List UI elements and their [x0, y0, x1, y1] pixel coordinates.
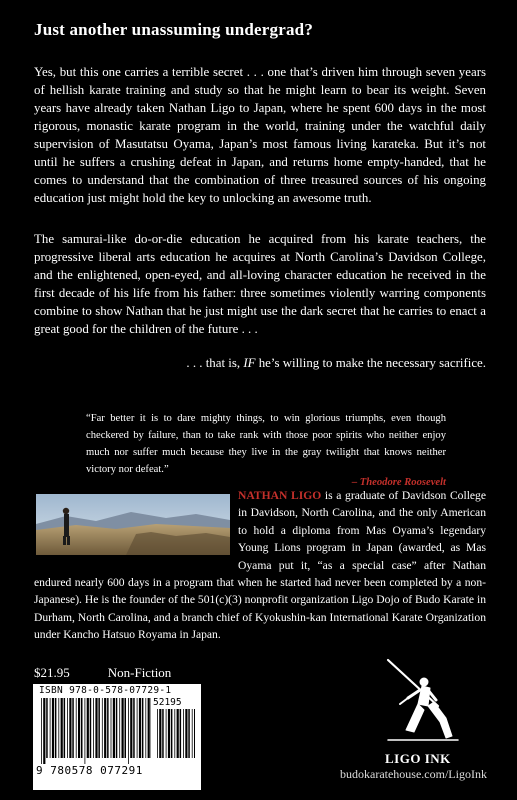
publisher-name: LIGO INK	[385, 751, 451, 766]
barcode-bar	[102, 698, 103, 758]
barcode-bar	[139, 698, 141, 758]
barcode-bar	[43, 698, 45, 764]
barcode-bar	[194, 709, 195, 758]
author-name: NATHAN LIGO	[238, 489, 322, 502]
ean-bars	[41, 698, 151, 764]
barcode-bar	[72, 698, 74, 758]
price: $21.95	[34, 665, 70, 680]
caveat-suffix: he’s willing to make the necessary sacrifice.	[255, 356, 486, 370]
barcode-bar	[157, 709, 158, 758]
barcode-bar	[85, 698, 86, 764]
barcode-bar	[98, 698, 100, 758]
barcode-bar	[159, 709, 161, 758]
samurai-logo-icon	[378, 652, 472, 746]
description-paragraph-1: Yes, but this one carries a terrible secret . . . one that’s driven him through seven years of hellish karate training and study so that he might learn to bear its weight. Seven years have already taken Nathan Ligo to Japan, where he spent 600 days in the most rigorous, monastic karate program in the world, training under the watchful daily supervision of Masutatsu Oyama, Japan’s most famous living karateka. But it’s not until he suffers a crushing defeat in Japan, and returns home empty-handed, that he comes to understand that the combination of three treasured sources of his ongoing education just might hold the key to unlocking an awesome truth.	[34, 65, 486, 205]
barcode-bar	[145, 698, 146, 758]
bio-text: is a graduate of Davidson College in Davidson, North Carolina, and the only American to hold a diploma from Mas Oyama’s legendary Young Lions program in Japan (awarded, as Mas Oyama put it, “as a special case” after Nathan endured nearly 600 days in a program that when he started had never been completed by a non-Japanese). He is the founder of the 501(c)(3) nonprofit organization Ligo Dojo of Budo Karate in Durham, North Carolina, and a branch chief of Kyokushin-kan International Karate Organization under Kancho Hatsuo Royama in Japan.	[34, 489, 486, 642]
caveat-prefix: . . . that is,	[186, 356, 244, 370]
publisher-url: budokaratehouse.com/LigoInk	[340, 767, 487, 781]
barcode-bar	[180, 709, 182, 758]
barcode-bar	[137, 698, 138, 758]
barcode-bar	[69, 698, 71, 758]
barcode-bar	[90, 698, 92, 758]
barcode-bar	[188, 709, 190, 758]
barcode-bar	[133, 698, 135, 758]
barcode	[33, 684, 201, 790]
barcode-bar	[64, 698, 66, 758]
barcode-bar	[142, 698, 144, 758]
barcode-bar	[171, 709, 173, 758]
barcode-bar	[50, 698, 51, 758]
barcode-bar	[67, 698, 68, 758]
barcode-bar	[111, 698, 112, 758]
barcode-bar	[174, 709, 175, 758]
barcode-bar	[185, 709, 187, 758]
barcode-bar	[41, 698, 42, 764]
price-code: 52195	[153, 697, 182, 708]
barcode-bar	[119, 698, 120, 758]
barcode-bar	[52, 698, 54, 758]
barcode-bar	[166, 709, 167, 758]
barcode-bar	[125, 698, 127, 758]
barcode-bar	[46, 698, 48, 758]
barcode-bar	[93, 698, 94, 758]
addon-bars	[157, 709, 195, 764]
barcode-bar	[107, 698, 109, 758]
price-row	[34, 665, 171, 681]
barcode-bar	[128, 698, 129, 764]
barcode-bar	[168, 709, 170, 758]
headline: Just another unassuming undergrad?	[34, 20, 314, 39]
barcode-bar	[78, 698, 80, 758]
barcode-bar	[122, 698, 124, 758]
barcode-bar	[55, 698, 57, 758]
description-paragraph-2: The samurai-like do-or-die education he acquired from his karate teachers, the progressive liberal arts education he acquires at North Carolina’s Davidson College, and the enlightened, open-eyed, and all-loving character education he received in the first decade of his life from his father: three sometimes violently warring components combine to show Nathan that he just might use the dark secret that he carries to enact a great good for the children of the future . . .	[34, 232, 486, 336]
barcode-bar	[192, 709, 193, 758]
category: Non-Fiction	[107, 665, 172, 680]
barcode-bar	[61, 698, 63, 758]
barcode-bar	[130, 698, 132, 758]
barcode-bar	[177, 709, 179, 758]
ean-digits: 9 780578 077291	[36, 764, 143, 777]
barcode-bar	[81, 698, 83, 758]
barcode-bar	[183, 709, 184, 758]
barcode-bar	[95, 698, 97, 758]
barcode-bar	[113, 698, 115, 758]
barcode-bar	[116, 698, 118, 758]
barcode-bar	[87, 698, 89, 758]
author-photo	[36, 494, 230, 555]
barcode-bar	[162, 709, 164, 758]
roosevelt-quote: “Far better it is to dare mighty things, to win glorious triumphs, even though checkered by failure, than to take rank with those poor spirits who neither enjoy much nor suffer much because they live in the gray twilight that knows neither victory nor defeat.”	[86, 413, 446, 475]
caveat-if: IF	[243, 356, 256, 370]
barcode-bar	[58, 698, 59, 758]
caveat-line	[34, 356, 486, 371]
barcode-bar	[76, 698, 77, 758]
barcode-bar	[104, 698, 106, 758]
quote-attribution: – Theodore Roosevelt	[351, 477, 446, 488]
isbn-label: ISBN 978-0-578-07729-1	[39, 685, 172, 696]
barcode-bar	[148, 698, 150, 758]
